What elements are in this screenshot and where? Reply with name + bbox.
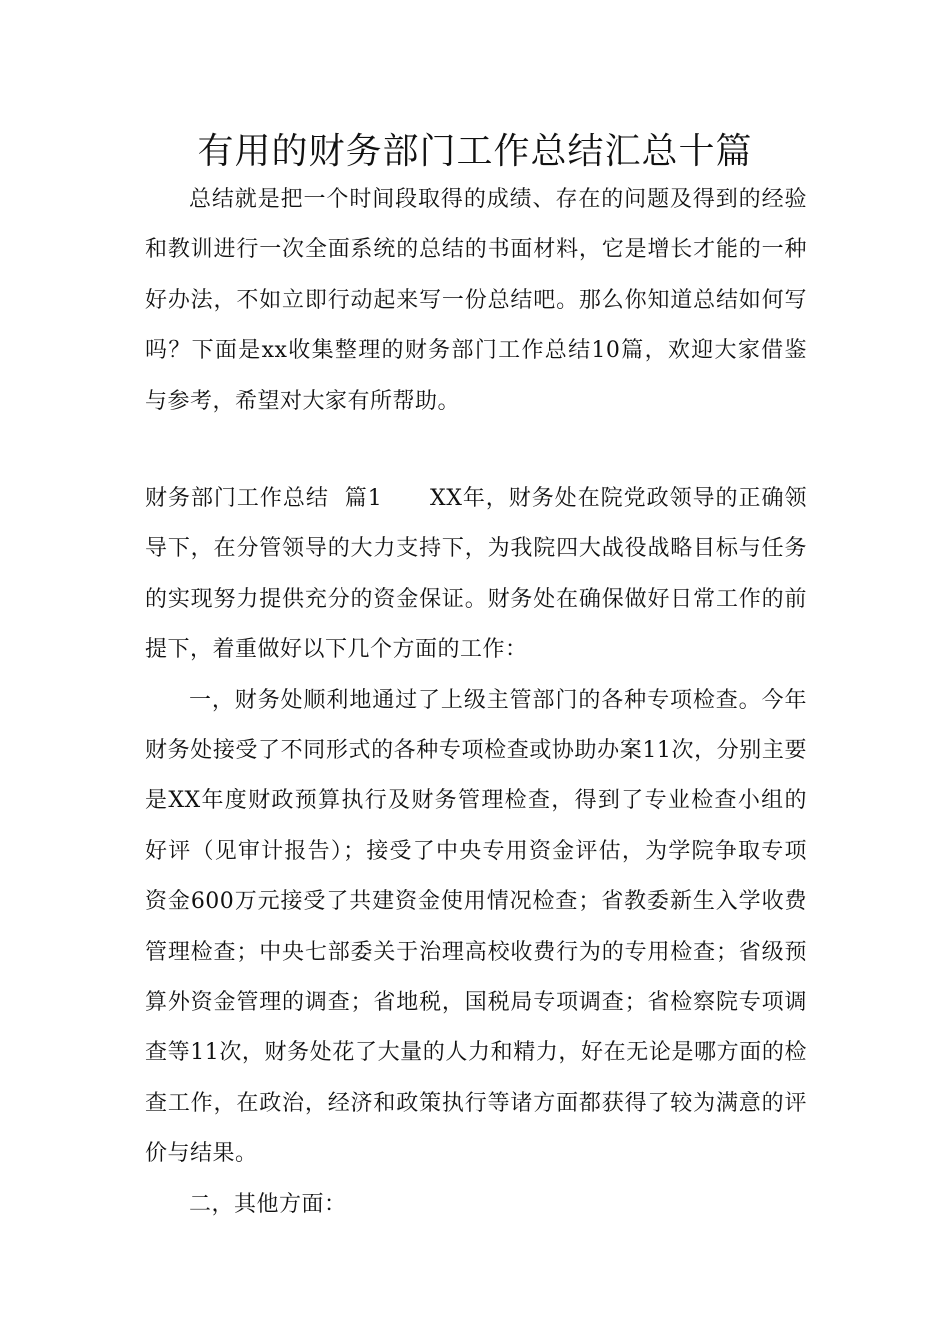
section-block — [145, 474, 807, 1230]
intro-block — [145, 175, 807, 427]
document-title: 有用的财务部门工作总结汇总十篇 — [197, 131, 753, 172]
intro-paragraph: 总结就是把一个时间段取得的成绩、存在的问题及得到的经验和教训进行一次全面系统的总结的书面材料，它是增长才能的一种好办法，不如立即行动起来写一份总结吧。那么你知道总结如何写吗？下面是xx收集整理的财务部门工作总结10篇，欢迎大家借鉴与参考，希望对大家有所帮助。 — [145, 187, 807, 414]
point1-paragraph: 一，财务处顺利地通过了上级主管部门的各种专项检查。今年财务处接受了不同形式的各种专项检查或协助办案11次，分别主要是XX年度财政预算执行及财务管理检查，得到了专业检查小组的好评（见审计报告）；接受了中央专用资金评估，为学院争取专项资金600万元接受了共建资金使用情况检查；省教委新生入学收费管理检查；中央七部委关于治理高校收费行为的专用检查；省级预算外资金管理的调查；省地税，国税局专项调查；省检察院专项调查等11次，财务处花了大量的人力和精力，好在无论是哪方面的检查工作，在政治，经济和政策执行等诸方面都获得了较为满意的评价与结果。 — [145, 687, 807, 1167]
point2-paragraph: 二，其他方面： — [189, 1191, 347, 1217]
section1-opening-paragraph: 财务部门工作总结 篇1 XX年，财务处在院党政领导的正确领导下，在分管领导的大力支持下，为我院四大战役战略目标与任务的实现努力提供充分的资金保证。财务处在确保做好日常工作的前提下，着重做好以下几个方面的工作： — [145, 486, 807, 663]
